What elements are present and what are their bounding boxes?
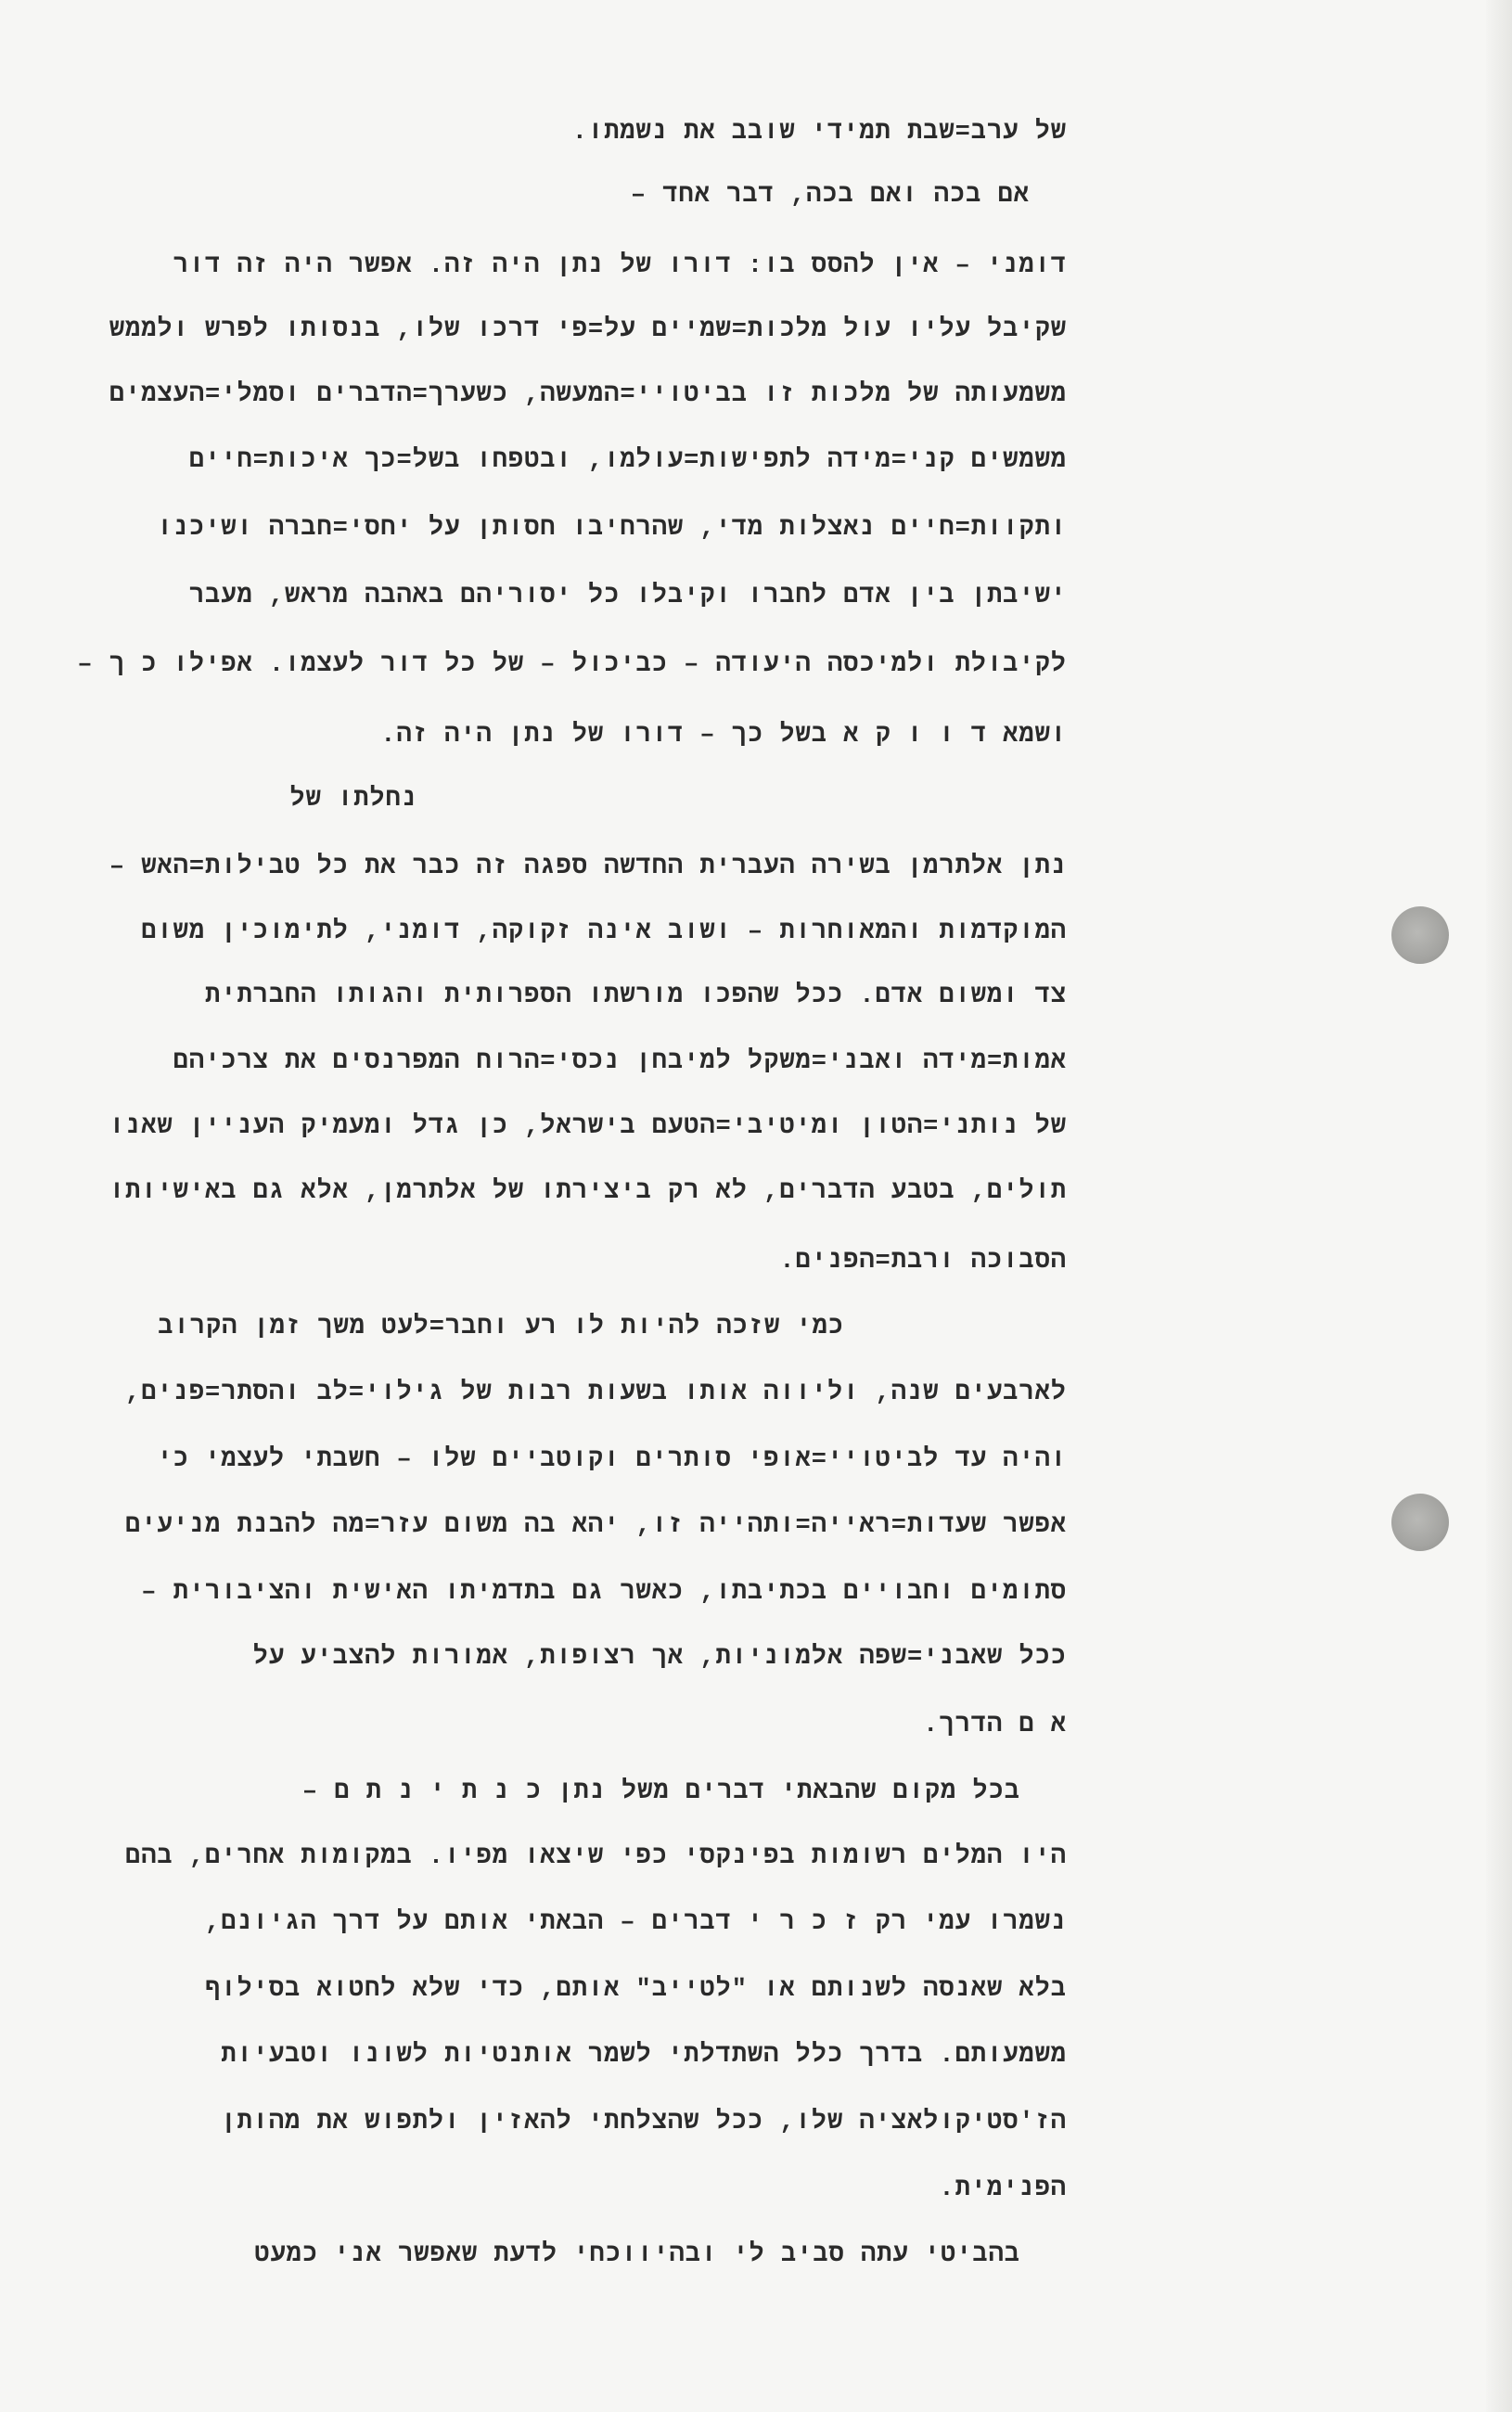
- text-line-9: לקיבולת ולמיכסה היעודה – כביכול – של כל דור לעצמו. אפילו כ ך –: [77, 651, 1067, 679]
- text-line-23: סתומים וחבויים בכתיבתו, כאשר גם בתדמיתו האישית והציבורית –: [141, 1579, 1067, 1607]
- text-line-24: ככל שאבני=שפה אלמוניות, אך רצופות, אמורות להצביע על: [252, 1644, 1067, 1672]
- text-line-3: דומני – אין להסס בו: דורו של נתן היה זה. אפשר היה זה דור: [173, 252, 1067, 280]
- text-line-2: אם בכה ואם בכה, דבר אחד –: [630, 182, 1030, 210]
- text-line-26: בכל מקום שהבאתי דברים משל נתן כ נ ת י נ ת ם –: [301, 1778, 1020, 1806]
- text-line-12: נתן אלתרמן בשירה העברית החדשה ספגה זה כבר את כל טבילות=האש –: [109, 853, 1067, 881]
- text-line-11: נחלתו של: [289, 786, 417, 814]
- text-line-1: של ערב=שבת תמידי שובב את נשמתו.: [571, 119, 1067, 147]
- text-line-29: בלא שאנסה לשנותם או "לטייב" אותם, כדי שלא לחטוא בסילוף: [205, 1976, 1067, 2004]
- text-line-14: צד ומשום אדם. ככל שהפכו מורשתו הספרותית והגותו החברתית: [205, 982, 1067, 1010]
- text-line-5: משמעותה של מלכות זו בביטויי=המעשה, כשערך=הדברים וסמלי=העצמים: [109, 381, 1067, 409]
- text-line-10: ושמא ד ו ו ק א בשל כך – דורו של נתן היה זה.: [380, 722, 1067, 750]
- text-line-15: אמות=מידה ואבני=משקל למיבחן נכסי=הרוח המפרנסים את צרכיהם: [173, 1048, 1067, 1076]
- text-line-31: הז'סטיקולאציה שלו, ככל שהצלחתי להאזין ולתפוש את מהותן: [221, 2109, 1067, 2136]
- text-line-22: אפשר שעדות=ראייה=ותהייה זו, יהא בה משום עזר=מה להבנת מניעים: [125, 1512, 1067, 1540]
- text-line-18: הסבוכה ורבת=הפנים.: [779, 1248, 1067, 1276]
- text-line-19: כמי שזכה להיות לו רע וחבר=לעט משך זמן הקרוב: [158, 1314, 844, 1341]
- text-line-33: בהביטי עתה סביב לי ובהיווכחי לדעת שאפשר אני כמעט: [254, 2241, 1020, 2269]
- text-line-28: נשמרו עמי רק ז כ ר י דברים – הבאתי אותם על דרך הגיונם,: [205, 1909, 1067, 1937]
- text-line-32: הפנימית.: [939, 2175, 1067, 2203]
- text-line-16: של נותני=הטון ומיטיבי=הטעם בישראל, כן גדל ומעמיק העניין שאנו: [109, 1113, 1067, 1141]
- text-line-30: משמעותם. בדרך כלל השתדלתי לשמר אותנטיות לשונו וטבעיות: [221, 2042, 1067, 2070]
- text-line-20: לארבעים שנה, וליווה אותו בשעות רבות של גילוי=לב והסתר=פנים,: [125, 1379, 1067, 1407]
- page-edge-shadow: [1486, 0, 1512, 2412]
- text-line-17: תולים, בטבע הדברים, לא רק ביצירתו של אלתרמן, אלא גם באישיותו: [109, 1178, 1067, 1206]
- text-line-6: משמשים קני=מידה לתפישות=עולמו, ובטפחו בשל=כך איכות=חיים: [188, 447, 1067, 475]
- text-line-7: ותקוות=חיים נאצלות מדי, שהרחיבו חסותן על יחסי=חברה ושיכנו: [157, 515, 1067, 543]
- punch-hole-top: [1391, 906, 1449, 964]
- text-line-8: ישיבתן בין אדם לחברו וקיבלו כל יסוריהם באהבה מראש, מעבר: [188, 583, 1067, 610]
- text-line-27: היו המלים רשומות בפינקסי כפי שיצאו מפיו. במקומות אחרים, בהם: [125, 1843, 1067, 1871]
- text-line-25: א ם הדרך.: [923, 1712, 1067, 1739]
- text-line-4: שקיבל עליו עול מלכות=שמיים על=פי דרכו שלו, בנסותו לפרש ולממש: [109, 316, 1067, 344]
- punch-hole-bottom: [1391, 1494, 1449, 1551]
- text-line-21: והיה עד לביטויי=אופי סותרים וקוטביים שלו – חשבתי לעצמי כי: [157, 1446, 1067, 1474]
- text-line-13: המוקדמות והמאוחרות – ושוב אינה זקוקה, דומני, לתימוכין משום: [141, 918, 1067, 946]
